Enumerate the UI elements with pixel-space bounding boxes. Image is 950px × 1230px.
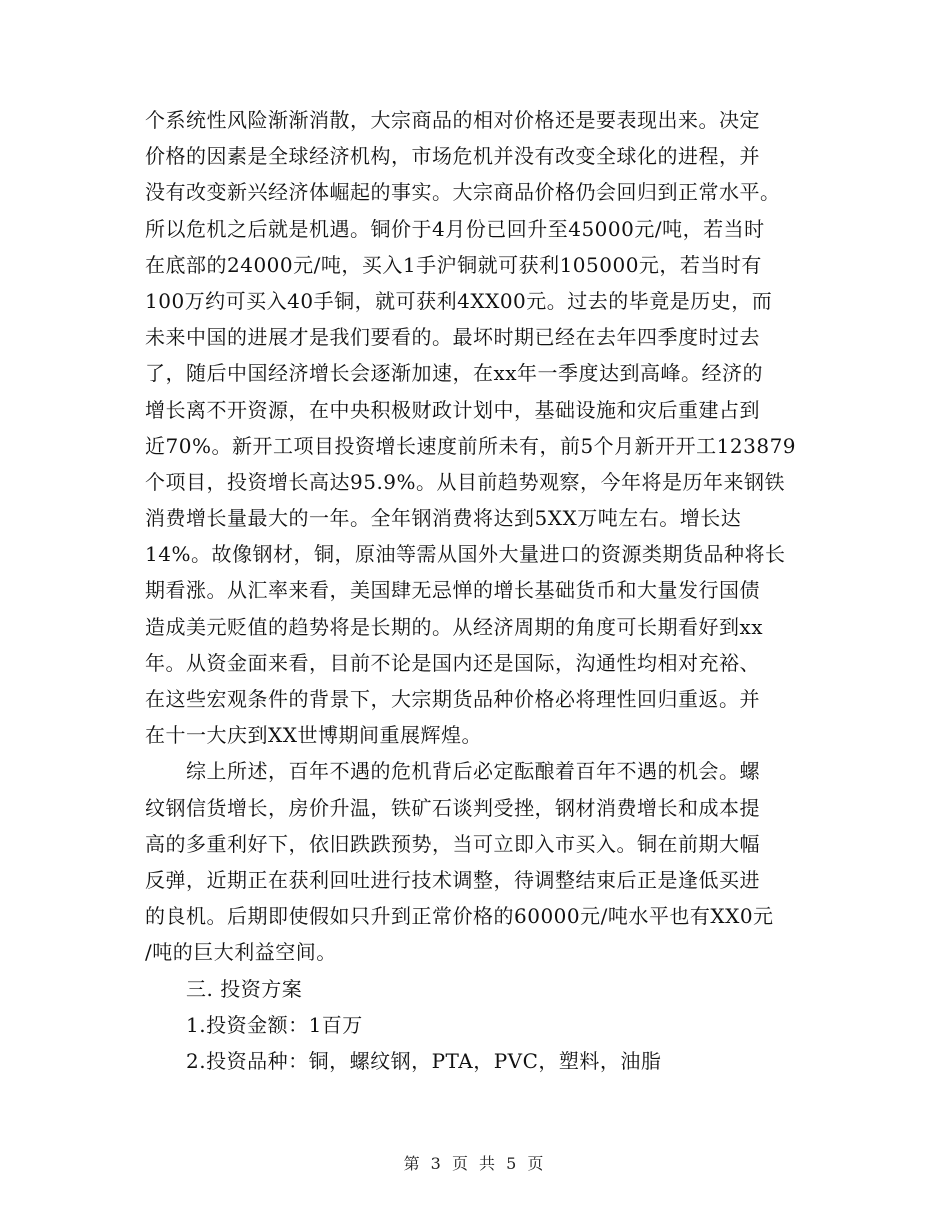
text-line: 价格的因素是全球经济机构，市场危机并没有改变全球化的进程，并 — [145, 144, 760, 169]
text-line: 近70%。新开工项目投资增长速度前所未有，前5个月新开开工123879 — [145, 433, 797, 458]
text-line: 年。从资金面来看，目前不论是国内还是国际，沟通性均相对充裕、 — [145, 650, 760, 675]
text-line: 在底部的24000元/吨，买入1手沪铜就可获利105000元，若当时有 — [145, 252, 762, 277]
text-line: 三. 投资方案 — [145, 976, 303, 1001]
text-line: 个系统性风险渐渐消散，大宗商品的相对价格还是要表现出来。决定 — [145, 108, 760, 132]
text-line: 14%。故像钢材，铜，原油等需从国外大量进口的资源类期货品种将长 — [145, 542, 786, 567]
text-line: 了，随后中国经济增长会逐渐加速，在xx年一季度达到高峰。经济的 — [145, 361, 764, 386]
text-line: 的良机。后期即使假如只升到正常价格的60000元/吨水平也有XX0元 — [145, 904, 774, 929]
text-line: 纹钢信货增长，房价升温，铁矿石谈判受挫，钢材消费增长和成本提 — [145, 795, 760, 820]
text-line: 造成美元贬值的趋势将是长期的。从经济周期的角度可长期看好到xx — [145, 614, 764, 639]
text-line: 2.投资品种：铜，螺纹钢，PTA，PVC，塑料，油脂 — [145, 1048, 662, 1073]
text-line: 1.投资金额：1百万 — [145, 1012, 363, 1037]
document-body — [145, 102, 815, 1079]
text-line: 反弹，近期正在获利回吐进行技术调整，待调整结束后正是逢低买进 — [145, 867, 760, 892]
text-line: 个项目，投资增长高达95.9%。从目前趋势观察，今年将是历年来钢铁 — [145, 469, 786, 494]
text-line: 没有改变新兴经济体崛起的事实。大宗商品价格仍会回归到正常水平。 — [145, 180, 781, 205]
text-line: 消费增长量最大的一年。全年钢消费将达到5XX万吨左右。增长达 — [145, 506, 742, 531]
text-line: 综上所述，百年不遇的危机背后必定酝酿着百年不遇的机会。螺 — [145, 759, 760, 784]
text-line: 100万约可买入40手铜，就可获利4XX00元。过去的毕竟是历史，而 — [145, 288, 773, 313]
text-line: 在这些宏观条件的背景下，大宗期货品种价格必将理性回归重返。并 — [145, 687, 760, 711]
page-number-footer: 第 3 页 共 5 页 — [403, 1154, 547, 1173]
text-line: 增长离不开资源，在中央积极财政计划中，基础设施和灾后重建占到 — [145, 397, 760, 422]
text-line: 所以危机之后就是机遇。铜价于4月份已回升至45000元/吨，若当时 — [145, 216, 765, 241]
text-line: 在十一大庆到XX世博期间重展辉煌。 — [145, 723, 482, 748]
text-line: 期看涨。从汇率来看，美国肆无忌惮的增长基础货币和大量发行国债 — [145, 578, 760, 603]
text-line: 未来中国的进展才是我们要看的。最坏时期已经在去年四季度时过去 — [145, 325, 760, 350]
text-line: /吨的巨大利益空间。 — [145, 940, 337, 965]
text-line: 高的多重利好下，依旧跌跌预势，当可立即入市买入。铜在前期大幅 — [145, 831, 760, 856]
